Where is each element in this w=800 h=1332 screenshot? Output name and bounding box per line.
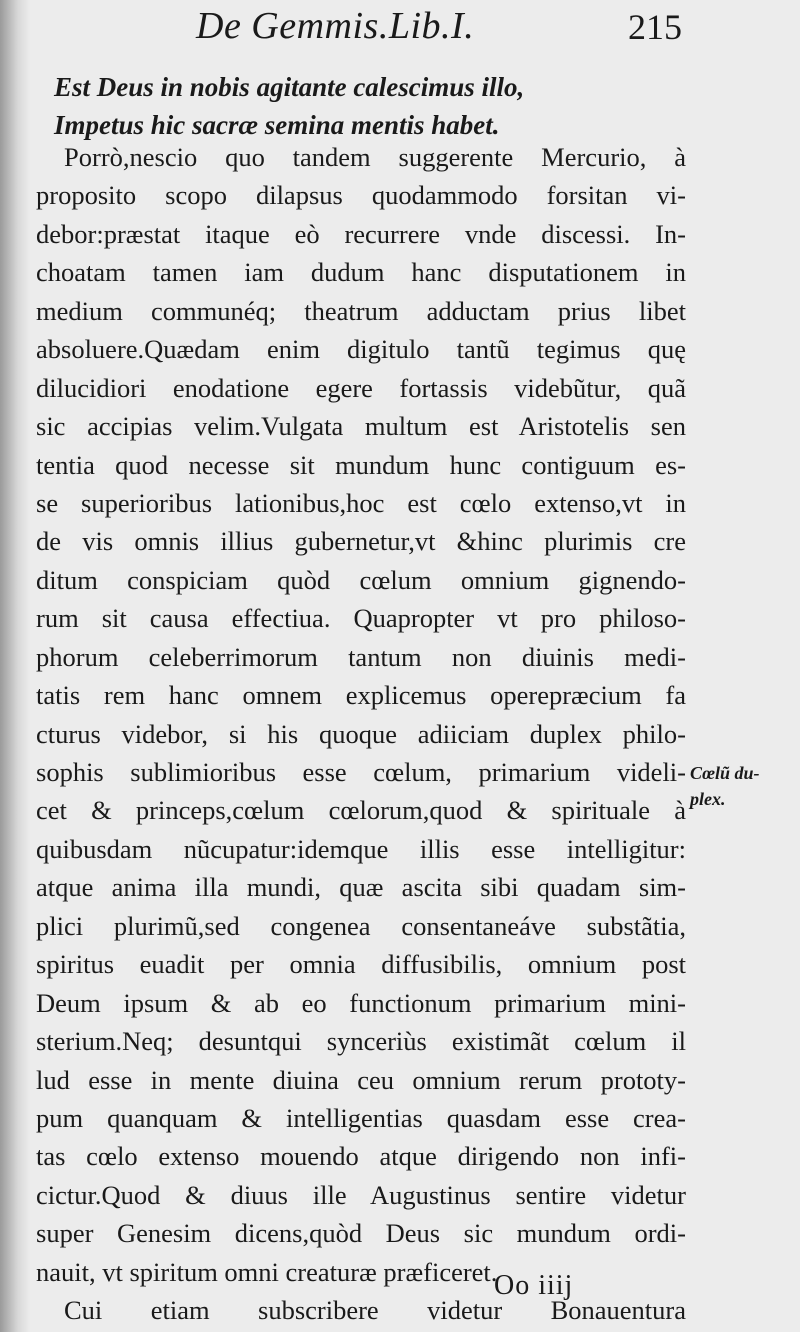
verse-line-2: Impetus hic sacræ semina mentis habet. <box>54 110 500 140</box>
text-line: Cui etiam subscribere videtur Bonauentura <box>64 1295 686 1326</box>
text-line: se superioribus lationibus,hoc est cœlo extenso,vt in <box>36 487 686 518</box>
text-line: sic accipias velim.Vulgata multum est Aristotelis sen <box>36 411 686 442</box>
page-number: 215 <box>628 7 682 47</box>
text-line: debor:præstat itaque eò recurrere vnde discessi. In- <box>36 218 686 249</box>
text-line: super Genesim dicens,quòd Deus sic mundum ordi- <box>36 1218 686 1249</box>
text-line: rum sit causa effectiua. Quapropter vt pro philoso- <box>36 603 686 634</box>
text-line: Porrò,nescio quo tandem suggerente Mercurio, à <box>64 142 686 172</box>
text-line: spiritus euadit per omnia diffusibilis, omnium post <box>36 949 686 980</box>
binding-shadow <box>0 0 30 1332</box>
verse-line-1: Est Deus in nobis agitante calescimus illo, <box>54 72 525 102</box>
text-line: nauit, vt spiritum omni creaturæ præficeret. <box>36 1256 498 1287</box>
text-line: absoluere.Quædam enim digitulo tantũ tegimus quę <box>36 334 686 365</box>
text-line: plici plurimũ,sed congenea consentaneáve substãtia, <box>36 910 686 941</box>
text-line: lud esse in mente diuina ceu omnium rerum prototy- <box>36 1064 686 1095</box>
text-line: tentia quod necesse sit mundum hunc contiguum es- <box>36 449 686 480</box>
text-line: phorum celeberrimorum tantum non diuinis medi- <box>36 641 686 672</box>
body-text <box>36 138 686 1330</box>
text-line: cet & princeps,cœlum cœlorum,quod & spirituale à <box>36 795 686 826</box>
text-line: Deum ipsum & ab eo functionum primarium mini- <box>36 987 686 1018</box>
text-line: proposito scopo dilapsus quodammodo forsitan vi- <box>36 180 686 211</box>
text-line: sophis sublimioribus esse cœlum, primarium videli- <box>36 757 686 787</box>
signature-mark: Oo iiij <box>494 1270 574 1301</box>
text-line: tas cœlo extenso mouendo atque dirigendo non infi- <box>36 1141 686 1172</box>
marginal-note-line: Cœlũ du- <box>690 763 760 783</box>
text-line: tatis rem hanc omnem explicemus operepræcium fa <box>36 680 686 711</box>
running-head: De Gemmis.Lib.I. <box>196 5 475 47</box>
text-line: medium communéq; theatrum adductam prius libet <box>36 295 686 326</box>
text-line: sterium.Neq; desuntqui synceriùs existimãt cœlum il <box>36 1026 686 1057</box>
text-line: dilucidiori enodatione egere fortassis videbũtur, quã <box>36 372 686 403</box>
text-line: atque anima illa mundi, quæ ascita sibi quadam sim- <box>36 872 686 903</box>
text-line: cictur.Quod & diuus ille Augustinus sentire videtur <box>36 1179 686 1210</box>
text-line: pum quanquam & intelligentias quasdam esse crea- <box>36 1102 686 1133</box>
text-line: cturus videbor, si his quoque adiiciam duplex philo- <box>36 718 686 749</box>
marginal-note <box>690 760 760 812</box>
text-line: de vis omnis illius gubernetur,vt &hinc plurimis cre <box>36 526 686 557</box>
marginal-note-line: plex. <box>690 789 726 809</box>
text-line: choatam tamen iam dudum hanc disputationem in <box>36 257 686 288</box>
text-line: ditum conspiciam quòd cœlum omnium gignendo- <box>36 564 686 595</box>
text-line: quibusdam nũcupatur:idemque illis esse intelligitur: <box>36 833 686 864</box>
